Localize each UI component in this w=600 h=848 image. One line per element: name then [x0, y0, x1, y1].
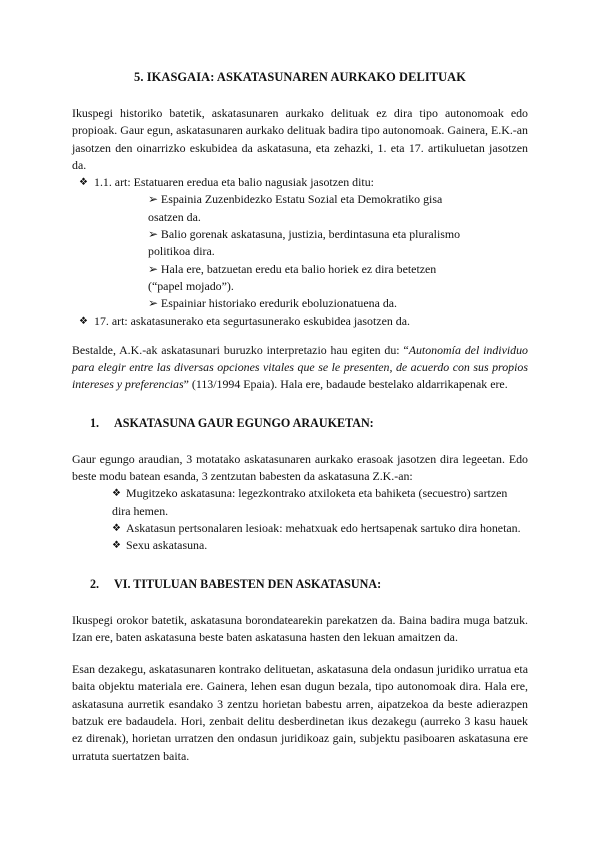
interp-quote: Autonomía del individuo para elegir entre las diversas opciones vitales que se le presenten, de acuerdo con sus propios intereses y preferencias — [72, 342, 528, 392]
diamond-bullet-icon: ❖ — [79, 177, 88, 189]
section2-title: VI. TITULUAN BABESTEN DEN ASKATASUNA: — [114, 576, 382, 591]
section1-item-text: Askatasun pertsonalaren lesioak: mehatxuak edo hertsapenak sartuko dira honetan. — [126, 520, 521, 535]
interp-after: ” (113/1994 Epaia). Hala ere, badaude bestelako aldarrikapenak ere. — [183, 377, 508, 392]
section1-item-text: Sexu askatasuna. — [126, 538, 208, 553]
section1-item-3 — [72, 537, 528, 554]
diamond-bullet-icon: ❖ — [112, 488, 121, 500]
art1-sub-cont: politikoa dira. — [148, 244, 215, 259]
art1-sub-text: ➢ Balio gorenak askatasuna, justizia, berdintasuna eta pluralismo — [148, 227, 461, 242]
section1-item-text: Mugitzeko askatasuna: legezkontrako atxiloketa eta bahiketa (secuestro) sartzen — [126, 486, 508, 501]
diamond-bullet-icon: ❖ — [112, 522, 121, 534]
section2-paragraph-1: Ikuspegi orokor batetik, askatasuna borondatearekin parekatzen da. Baina badira muga batzuk. Izan ere, baten askatasuna beste baten askatasuna hasten den lekuan amaitzen da. — [72, 612, 528, 644]
art17-label: 17. art: askatasunerako eta segurtasunerako eskubidea jasotzen da. — [94, 313, 410, 328]
section2-number: 2. — [90, 576, 100, 591]
document-page — [72, 70, 528, 765]
interpretation-paragraph — [72, 342, 528, 394]
art1-sub-text: ➢ Espainia Zuzenbidezko Estatu Sozial eta Demokratiko gisa — [148, 192, 443, 207]
art1-sub-text: ➢ Hala ere, batzuetan eredu eta balio horiek ez dira betetzen — [148, 261, 437, 276]
section1-item-1 — [72, 485, 528, 520]
art1-sub-cont: (“papel mojado”). — [148, 278, 234, 293]
section1-heading — [90, 416, 528, 431]
section2-paragraph-2: Esan dezakegu, askatasunaren kontrako delituetan, askatasuna dela ondasun juridiko urratua eta baita objektu materiala ere. Gainera, lehen esan dugun bezala, tipo autonomoak dira. Hala ere, askatasuna aurretik esandako 3 zentzu horietan babestu arren, aipatzekoa da beste adierazpen batzuk ere badaudela. Hori, zenbait delitu desberdinetan ikus dezakegu (aurreko 3 kasu hauek ez direnak), horietan urratzen den ondasun juridikoaz gain, subjektu pasiboaren askatasuna ere urratuta suertatzen baita. — [72, 662, 528, 763]
section1-item-2 — [72, 520, 528, 537]
section1-number: 1. — [90, 415, 100, 430]
art1-sub-2 — [72, 226, 528, 261]
section1-item-cont: dira hemen. — [112, 503, 169, 518]
interp-before: Bestalde, A.K.-ak askatasunari buruzko interpretazio hau egiten du: “ — [72, 342, 409, 357]
art1-label: 1.1. art: Estatuaren eredua eta balio nagusiak jasotzen ditu: — [94, 175, 374, 190]
section1-intro: Gaur egungo araudian, 3 motatako askatasunaren aurkako erasoak jasotzen dira legeetan. Edo beste modu batean esanda, 3 zentzutan babesten da askatasuna Z.K.-an: — [72, 451, 528, 484]
section2-heading — [90, 577, 528, 592]
section1-title: ASKATASUNA GAUR EGUNGO ARAUKETAN: — [114, 415, 374, 430]
intro-paragraph: Ikuspegi historiko batetik, askatasunaren aurkako delituak ez dira tipo autonomoak edo propioak. Gaur egun, askatasunaren aurkako delituak badira tipo autonomoak. Gainera, E.K.-an jasotzen den oinarrizko eskubidea da askatasuna, eta zehazki, 1. eta 17. artikuluetan jasotzen da. — [72, 106, 528, 172]
art1-sub-1 — [72, 191, 528, 226]
diamond-bullet-icon: ❖ — [79, 315, 88, 327]
art1-bullet — [72, 174, 528, 191]
page-title: 5. IKASGAIA: ASKATASUNAREN AURKAKO DELITUAK — [134, 70, 466, 84]
art1-sub-3 — [72, 261, 528, 296]
art1-sub-text: ➢ Espainiar historiako eredurik eboluzionatuena da. — [148, 296, 398, 311]
art17-bullet — [72, 313, 528, 330]
art1-sub-cont: osatzen da. — [148, 209, 201, 224]
diamond-bullet-icon: ❖ — [112, 540, 121, 552]
art1-sub-4 — [72, 295, 528, 312]
